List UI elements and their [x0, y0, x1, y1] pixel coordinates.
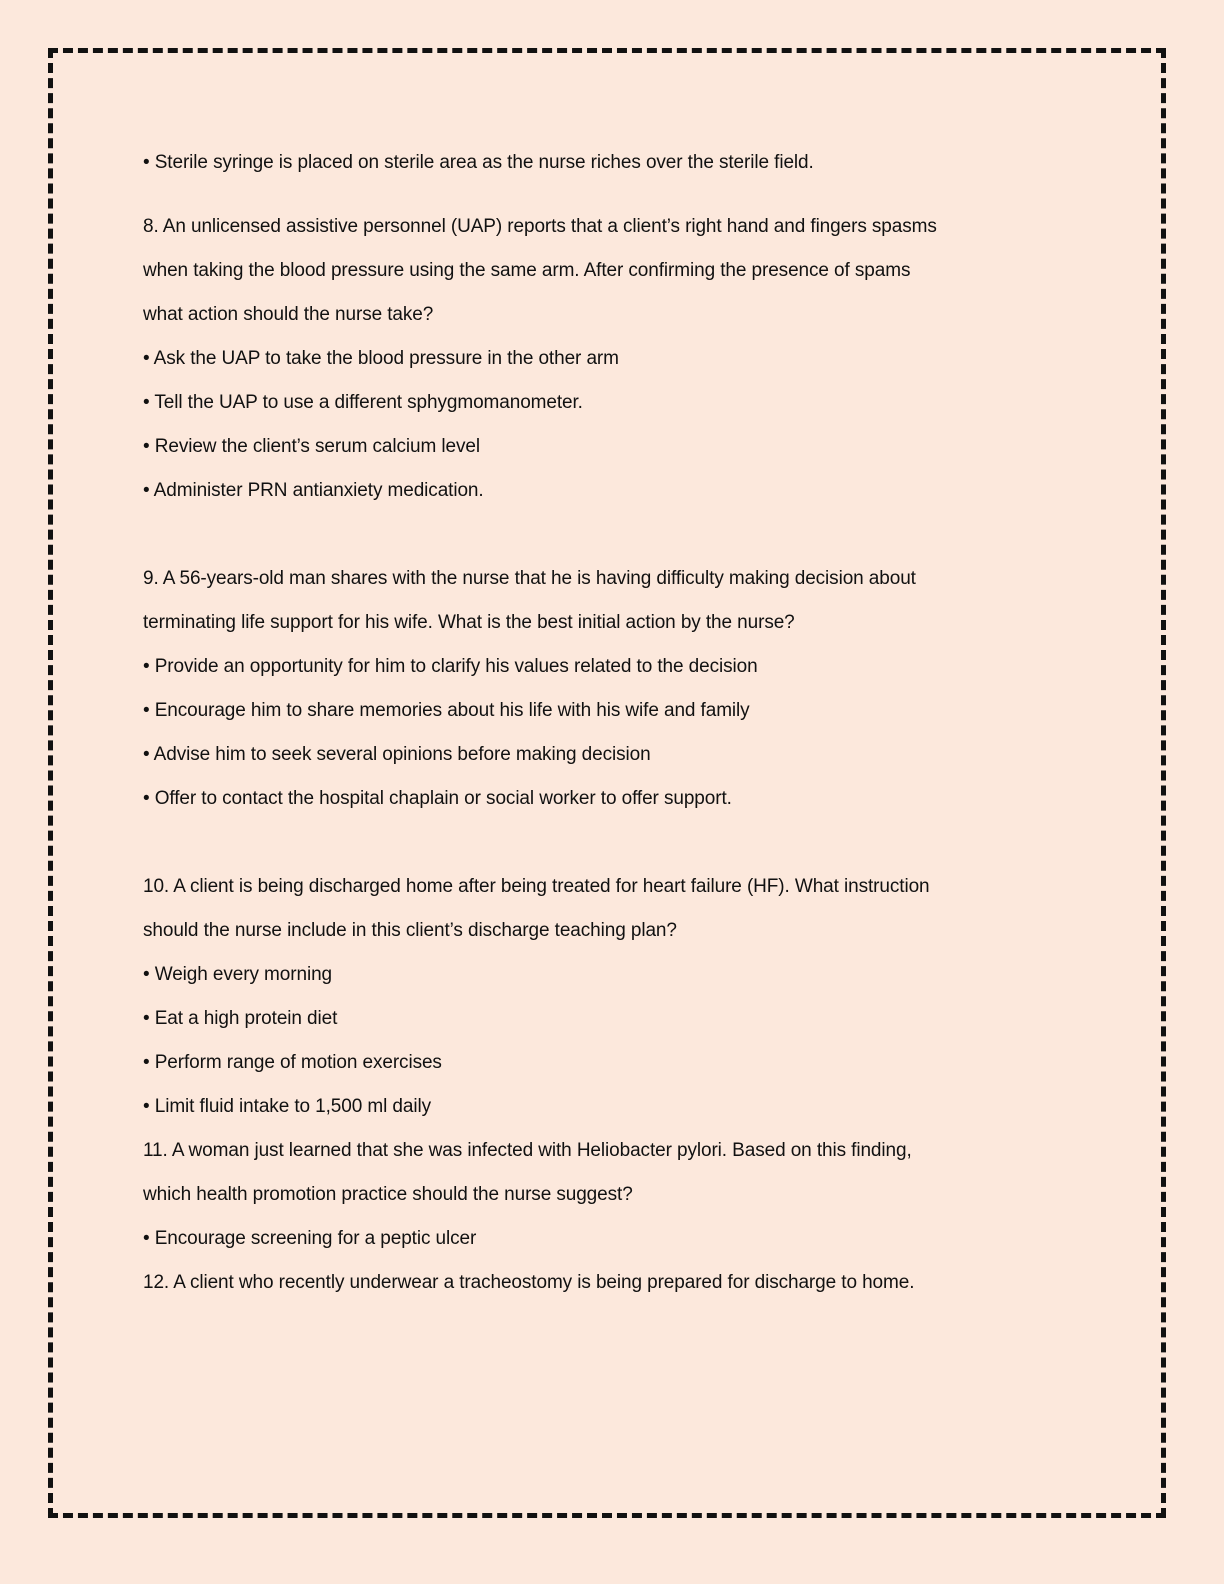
bullet-option: • Sterile syringe is placed on sterile area as the nurse riches over the sterile field. [143, 152, 814, 173]
question-8-text: what action should the nurse take? [143, 304, 434, 325]
bullet-option: • Weigh every morning [143, 964, 333, 985]
question-12-text: 12. A client who recently underwear a tracheostomy is being prepared for discharge to home. [143, 1272, 915, 1293]
document-body [143, 141, 1023, 1305]
question-8-text: when taking the blood pressure using the same arm. After confirming the presence of spams [143, 260, 911, 281]
question-11-text: which health promotion practice should the nurse suggest? [143, 1184, 633, 1205]
bullet-option: • Advise him to seek several opinions before making decision [143, 744, 651, 765]
question-11-text: 11. A woman just learned that she was infected with Heliobacter pylori. Based on this finding, [143, 1140, 912, 1161]
bullet-option: • Administer PRN antianxiety medication. [143, 480, 484, 501]
bullet-option: • Encourage him to share memories about his life with his wife and family [143, 700, 750, 721]
bullet-option: • Review the client’s serum calcium level [143, 436, 480, 457]
bullet-option: • Perform range of motion exercises [143, 1052, 442, 1073]
question-9-text: 9. A 56-years-old man shares with the nurse that he is having difficulty making decision about [143, 568, 916, 589]
bullet-option: • Ask the UAP to take the blood pressure in the other arm [143, 348, 619, 369]
bullet-option: • Eat a high protein diet [143, 1008, 338, 1029]
question-9-text: terminating life support for his wife. What is the best initial action by the nurse? [143, 612, 795, 633]
question-10-text: 10. A client is being discharged home after being treated for heart failure (HF). What instruction [143, 876, 930, 897]
bullet-option: • Offer to contact the hospital chaplain or social worker to offer support. [143, 788, 732, 809]
bullet-option: • Provide an opportunity for him to clarify his values related to the decision [143, 656, 758, 677]
bullet-option: • Encourage screening for a peptic ulcer [143, 1228, 477, 1249]
bullet-option: • Limit fluid intake to 1,500 ml daily [143, 1096, 431, 1117]
question-10-text: should the nurse include in this client’s discharge teaching plan? [143, 920, 677, 941]
question-8-text: 8. An unlicensed assistive personnel (UAP) reports that a client’s right hand and fingers spasms [143, 216, 937, 237]
bullet-option: • Tell the UAP to use a different sphygmomanometer. [143, 392, 583, 413]
